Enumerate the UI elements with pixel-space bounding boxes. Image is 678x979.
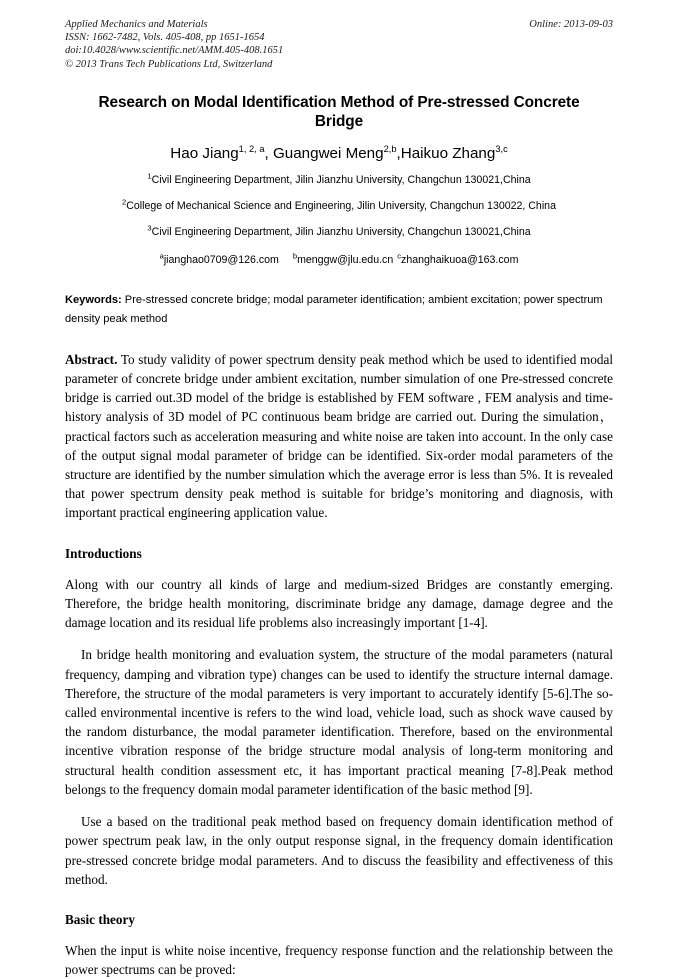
section-heading: Basic theory bbox=[65, 912, 135, 928]
journal-doi: doi:10.4028/www.scientific.net/AMM.405-408.1651 bbox=[65, 45, 284, 57]
section-basic-theory bbox=[65, 911, 613, 979]
abstract-label: Abstract. bbox=[65, 351, 118, 367]
journal-name: Applied Mechanics and Materials bbox=[65, 19, 208, 30]
author-name-2: Guangwei Meng bbox=[272, 144, 384, 162]
affiliation-marker: 3 bbox=[147, 223, 152, 233]
email-marker: b bbox=[292, 251, 298, 261]
affiliation-item bbox=[65, 197, 613, 213]
email-marker: a bbox=[159, 251, 164, 261]
affiliation-list bbox=[65, 171, 613, 239]
email-marker: c bbox=[397, 251, 402, 261]
author-separator-1: , bbox=[264, 144, 273, 162]
author-name-3: Haikuo Zhang bbox=[400, 144, 496, 162]
journal-issn: ISSN: 1662-7482, Vols. 405-408, pp 1651-1654 bbox=[65, 32, 265, 44]
section-introductions bbox=[65, 545, 613, 889]
affiliation-item bbox=[65, 223, 613, 239]
journal-header bbox=[65, 18, 613, 71]
affiliation-marker: 2 bbox=[122, 197, 127, 207]
paragraph: In bridge health monitoring and evaluation system, the structure of the modal parameters (natural frequency, damping and vibration type) changes can be used to identify the structure internal damage. Therefore, the structure of the modal parameters is very important to accurately identify [5-6].The so-called environmental incentive is refers to the wind load, vehicle load, such as shock wave caused by the random disturbance, the modal parameter identification. Therefore, based on the environmental incentive vibration response of the bridge structure modal analysis of long-term monitoring and structural health condition assessment etc, it has important practical meaning [7-8].Peak method belongs to the frequency domain modal parameter identification of the basic method [9]. bbox=[65, 647, 613, 797]
page-title: Research on Modal Identification Method of Pre-stressed Concrete Bridge bbox=[98, 93, 580, 131]
email-address[interactable]: zhanghaikuoa@163.com bbox=[401, 253, 519, 266]
paragraph: When the input is white noise incentive, frequency response function and the relationship between the power spectrums can be proved: bbox=[65, 943, 613, 978]
keywords-label: Keywords: bbox=[65, 293, 122, 306]
online-date: Online: 2013-09-03 bbox=[529, 19, 613, 30]
paragraph: Along with our country all kinds of large and medium-sized Bridges are constantly emerging. Therefore, the bridge health monitoring, discriminate bridge any damage, damage degree and the damage location and its residual life problems also increasingly important [1-4]. bbox=[65, 576, 613, 631]
keywords-block bbox=[65, 291, 613, 330]
author-affil-marker-3: 3,c bbox=[495, 143, 508, 154]
author-affil-marker-2: 2,b bbox=[383, 143, 397, 154]
author-list bbox=[65, 144, 613, 164]
affiliation-text: College of Mechanical Science and Engineering, Jilin University, Changchun 130022, China bbox=[126, 199, 556, 212]
affiliation-marker: 1 bbox=[147, 171, 152, 181]
email-address[interactable]: menggw@jlu.edu.cn bbox=[297, 253, 394, 266]
author-email-list bbox=[65, 251, 613, 267]
journal-copyright: © 2013 Trans Tech Publications Ltd, Switzerland bbox=[65, 58, 273, 70]
affiliation-text: Civil Engineering Department, Jilin Jianzhu University, Changchun 130021,China bbox=[151, 225, 531, 238]
affiliation-text: Civil Engineering Department, Jilin Jianzhu University, Changchun 130021,China bbox=[151, 173, 531, 186]
paragraph: Use a based on the traditional peak method based on frequency domain identification method of power spectrum peak law, in the only output response signal, in the frequency domain identification pre-stressed concrete bridge modal parameters. And to discuss the feasibility and effectiveness of this method. bbox=[65, 814, 613, 887]
section-heading: Introductions bbox=[65, 545, 142, 561]
abstract-text: To study validity of power spectrum density peak method which be used to identified modal parameter of concrete bridge under ambient excitation, number simulation of one Pre-stressed concrete bridge is carried out.3D model of the bridge is established by FEM software , FEM analysis and time-history analysis of 3D model of PC continuous beam bridge are carried out. During the simulation，practical factors such as acceleration measuring and white noise are taken into account. In the only case of the output signal modal parameter of bridge can be identified. Six-order modal parameters of the structure are identified by the number simulation which the average error is less than 5%. It is revealed that power spectrum density peak method is suitable for bridge’s monitoring and diagnosis, with important practical engineering application value. bbox=[65, 351, 613, 521]
keywords-text: Pre-stressed concrete bridge; modal parameter identification; ambient excitation; power spectrum density peak method bbox=[65, 293, 603, 326]
email-address[interactable]: jianghao0709@126.com bbox=[163, 253, 279, 266]
author-affil-marker-1: 1, 2, a bbox=[238, 143, 265, 154]
affiliation-item bbox=[65, 171, 613, 187]
abstract-block bbox=[65, 350, 613, 523]
author-name-1: Hao Jiang bbox=[170, 144, 239, 162]
author-separator-2: , bbox=[396, 144, 401, 162]
